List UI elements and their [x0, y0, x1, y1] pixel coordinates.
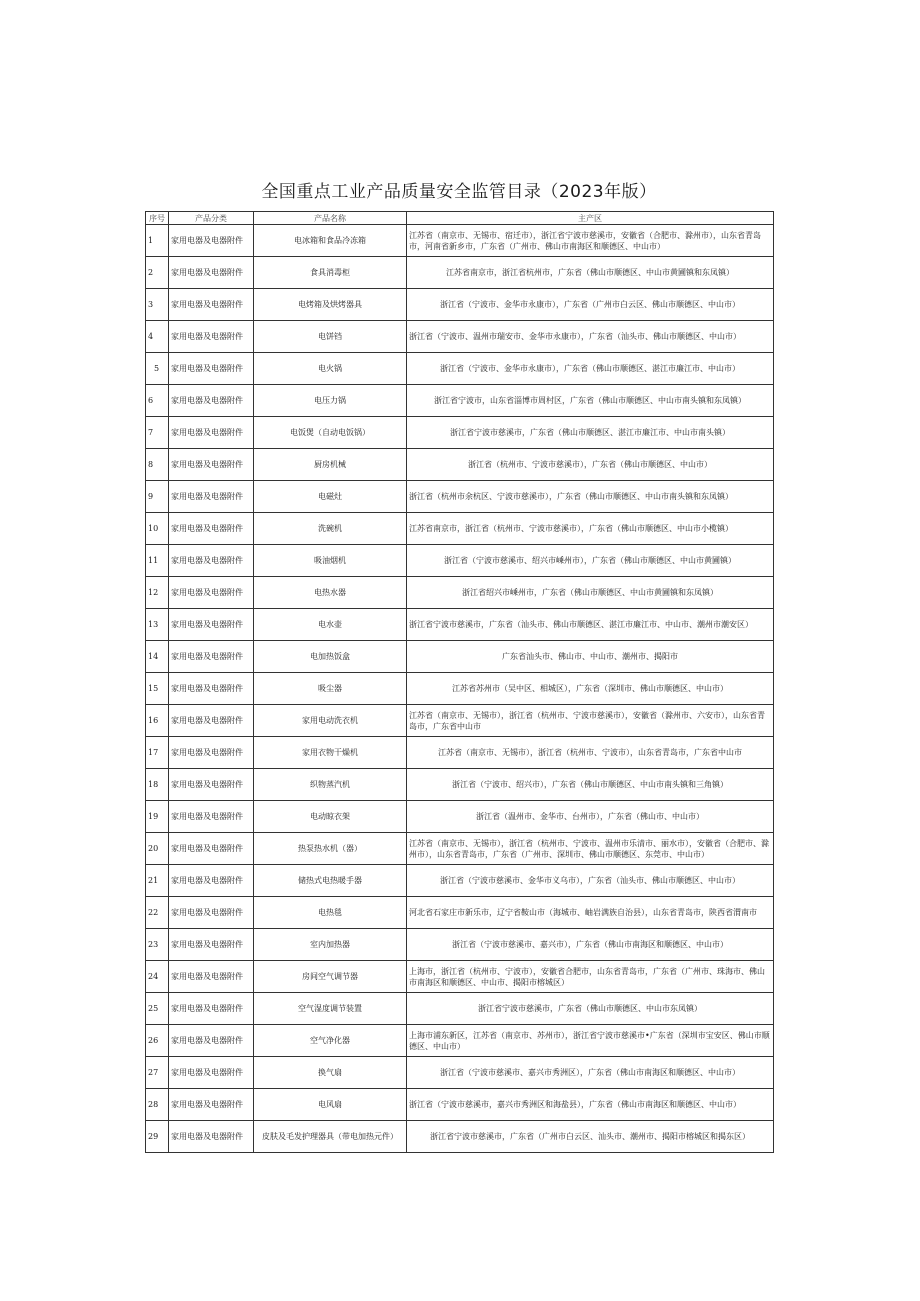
row-number: 4: [146, 321, 169, 353]
row-production-area: 江苏省（南京市、无锡市），浙江省（杭州市、宁波市、温州市乐清市、丽水市），安徽省（合肥市、滁州市），山东省青岛市，广东省（广州市、深圳市、佛山市顺德区、东莞市、中山市）: [407, 833, 774, 865]
row-product-name: 洗碗机: [254, 513, 407, 545]
table-row: [146, 833, 774, 865]
row-category: 家用电器及电器附件: [169, 417, 254, 449]
row-category: 家用电器及电器附件: [169, 801, 254, 833]
table-row: [146, 1057, 774, 1089]
table-row: [146, 705, 774, 737]
row-production-area: 浙江省（宁波市慈溪市、嘉兴市秀洲区），广东省（佛山市南海区和顺德区、中山市）: [407, 1057, 774, 1089]
table-row: [146, 385, 774, 417]
row-production-area: 浙江省宁波市慈溪市，广东省（佛山市顺德区、湛江市廉江市、中山市南头镇）: [407, 417, 774, 449]
row-number: 25: [146, 993, 169, 1025]
table-row: [146, 353, 774, 385]
row-category: 家用电器及电器附件: [169, 545, 254, 577]
table-row: [146, 481, 774, 513]
row-number: 6: [146, 385, 169, 417]
row-category: 家用电器及电器附件: [169, 865, 254, 897]
row-product-name: 空气湿度调节装置: [254, 993, 407, 1025]
row-production-area: 江苏省（南京市、无锡市、宿迁市），浙江省宁波市慈溪市，安徽省（合肥市、滁州市），山东省青岛市，河南省新乡市，广东省（广州市、佛山市南海区和顺德区、中山市）: [407, 225, 774, 257]
row-product-name: 吸油烟机: [254, 545, 407, 577]
row-product-name: 换气扇: [254, 1057, 407, 1089]
table-row: [146, 545, 774, 577]
row-production-area: 江苏省苏州市（吴中区、相城区），广东省（深圳市、佛山市顺德区、中山市）: [407, 673, 774, 705]
table-row: [146, 801, 774, 833]
row-production-area: 浙江省（宁波市慈溪市、金华市义乌市），广东省（汕头市、佛山市顺德区、中山市）: [407, 865, 774, 897]
row-production-area: 上海市，浙江省（杭州市、宁波市），安徽省合肥市，山东省青岛市，广东省（广州市、珠海市、佛山市南海区和顺德区、中山市、揭阳市榕城区）: [407, 961, 774, 993]
header-no: 序号: [146, 212, 169, 225]
table-row: [146, 865, 774, 897]
row-product-name: 家用衣物干燥机: [254, 737, 407, 769]
row-production-area: 江苏省（南京市、无锡市），浙江省（杭州市、宁波市慈溪市），安徽省（滁州市、六安市），山东省青岛市，广东省中山市: [407, 705, 774, 737]
row-number: 29: [146, 1121, 169, 1153]
row-product-name: 电动晾衣架: [254, 801, 407, 833]
row-product-name: 电饼铛: [254, 321, 407, 353]
table-row: [146, 961, 774, 993]
row-production-area: 浙江省绍兴市嵊州市，广东省（佛山市顺德区、中山市黄圃镇和东凤镇）: [407, 577, 774, 609]
row-category: 家用电器及电器附件: [169, 1089, 254, 1121]
row-category: 家用电器及电器附件: [169, 705, 254, 737]
row-category: 家用电器及电器附件: [169, 737, 254, 769]
table-row: [146, 225, 774, 257]
row-category: 家用电器及电器附件: [169, 225, 254, 257]
row-number: 21: [146, 865, 169, 897]
row-number: 13: [146, 609, 169, 641]
row-category: 家用电器及电器附件: [169, 833, 254, 865]
row-number: 5: [146, 353, 169, 385]
table-row: [146, 641, 774, 673]
row-number: 28: [146, 1089, 169, 1121]
table-row: [146, 449, 774, 481]
row-category: 家用电器及电器附件: [169, 1025, 254, 1057]
row-product-name: 热泵热水机（器）: [254, 833, 407, 865]
row-production-area: 浙江省（宁波市、绍兴市），广东省（佛山市顺德区、中山市南头镇和三角镇）: [407, 769, 774, 801]
row-product-name: 电加热饭盒: [254, 641, 407, 673]
row-product-name: 空气净化器: [254, 1025, 407, 1057]
row-production-area: 河北省石家庄市新乐市，辽宁省鞍山市（海城市、岫岩满族自治县），山东省青岛市，陕西省渭南市: [407, 897, 774, 929]
row-number: 19: [146, 801, 169, 833]
row-product-name: 电冰箱和食品冷冻箱: [254, 225, 407, 257]
row-number: 22: [146, 897, 169, 929]
row-production-area: 浙江省（宁波市、温州市瑞安市、金华市永康市），广东省（汕头市、佛山市顺德区、中山市）: [407, 321, 774, 353]
row-category: 家用电器及电器附件: [169, 769, 254, 801]
row-number: 15: [146, 673, 169, 705]
table-row: [146, 993, 774, 1025]
row-number: 23: [146, 929, 169, 961]
row-category: 家用电器及电器附件: [169, 897, 254, 929]
row-number: 18: [146, 769, 169, 801]
row-production-area: 浙江省宁波市慈溪市，广东省（汕头市、佛山市顺德区、湛江市廉江市、中山市、潮州市潮安区）: [407, 609, 774, 641]
table-body: [146, 225, 774, 1153]
row-category: 家用电器及电器附件: [169, 1057, 254, 1089]
row-production-area: 浙江省（宁波市、金华市永康市），广东省（佛山市顺德区、湛江市廉江市、中山市）: [407, 353, 774, 385]
table-row: [146, 1089, 774, 1121]
row-category: 家用电器及电器附件: [169, 321, 254, 353]
table-row: [146, 577, 774, 609]
table-row: [146, 417, 774, 449]
row-number: 16: [146, 705, 169, 737]
table-row: [146, 1121, 774, 1153]
row-production-area: 浙江省宁波市慈溪市，广东省（广州市白云区、汕头市、潮州市、揭阳市榕城区和揭东区）: [407, 1121, 774, 1153]
table-row: [146, 513, 774, 545]
row-category: 家用电器及电器附件: [169, 449, 254, 481]
row-category: 家用电器及电器附件: [169, 385, 254, 417]
row-production-area: 浙江省（宁波市、金华市永康市），广东省（广州市白云区、佛山市顺德区、中山市）: [407, 289, 774, 321]
row-number: 26: [146, 1025, 169, 1057]
document-title: 全国重点工业产品质量安全监管目录（2023年版）: [261, 182, 657, 202]
row-category: 家用电器及电器附件: [169, 513, 254, 545]
row-number: 11: [146, 545, 169, 577]
header-category: 产品分类: [169, 212, 254, 225]
row-production-area: 浙江省宁波市，山东省淄博市周村区，广东省（佛山市顺德区、中山市南头镇和东凤镇）: [407, 385, 774, 417]
row-number: 27: [146, 1057, 169, 1089]
table-row: [146, 257, 774, 289]
row-product-name: 皮肤及毛发护理器具（带电加热元件）: [254, 1121, 407, 1153]
row-category: 家用电器及电器附件: [169, 353, 254, 385]
row-number: 1: [146, 225, 169, 257]
row-product-name: 室内加热器: [254, 929, 407, 961]
catalog-table: [145, 211, 774, 1153]
row-product-name: 食具消毒柜: [254, 257, 407, 289]
row-production-area: 浙江省（杭州市、宁波市慈溪市），广东省（佛山市顺德区、中山市）: [407, 449, 774, 481]
row-product-name: 吸尘器: [254, 673, 407, 705]
row-production-area: 江苏省（南京市、无锡市），浙江省（杭州市、宁波市），山东省青岛市，广东省中山市: [407, 737, 774, 769]
row-production-area: 浙江省（温州市、金华市、台州市），广东省（佛山市、中山市）: [407, 801, 774, 833]
row-category: 家用电器及电器附件: [169, 257, 254, 289]
row-number: 9: [146, 481, 169, 513]
row-product-name: 电饭煲（自动电饭锅）: [254, 417, 407, 449]
row-product-name: 织物蒸汽机: [254, 769, 407, 801]
table-row: [146, 321, 774, 353]
row-category: 家用电器及电器附件: [169, 673, 254, 705]
row-number: 17: [146, 737, 169, 769]
row-number: 3: [146, 289, 169, 321]
row-product-name: 电风扇: [254, 1089, 407, 1121]
row-production-area: 上海市浦东新区，江苏省（南京市、苏州市），浙江省宁波市慈溪市•广东省（深圳市宝安区、佛山市顺德区、中山市）: [407, 1025, 774, 1057]
table-row: [146, 897, 774, 929]
row-category: 家用电器及电器附件: [169, 993, 254, 1025]
row-production-area: 江苏省南京市，浙江省杭州市，广东省（佛山市顺德区、中山市黄圃镇和东凤镇）: [407, 257, 774, 289]
row-production-area: 广东省汕头市、佛山市、中山市、潮州市、揭阳市: [407, 641, 774, 673]
row-product-name: 电热水器: [254, 577, 407, 609]
row-number: 2: [146, 257, 169, 289]
row-product-name: 厨房机械: [254, 449, 407, 481]
row-number: 20: [146, 833, 169, 865]
row-category: 家用电器及电器附件: [169, 577, 254, 609]
table-row: [146, 737, 774, 769]
row-number: 10: [146, 513, 169, 545]
row-product-name: 电水壶: [254, 609, 407, 641]
table-row: [146, 673, 774, 705]
row-number: 24: [146, 961, 169, 993]
row-product-name: 房间空气调节器: [254, 961, 407, 993]
row-number: 14: [146, 641, 169, 673]
header-name: 产品名称: [254, 212, 407, 225]
table-row: [146, 1025, 774, 1057]
row-number: 12: [146, 577, 169, 609]
row-number: 7: [146, 417, 169, 449]
row-category: 家用电器及电器附件: [169, 929, 254, 961]
row-product-name: 电火锅: [254, 353, 407, 385]
row-category: 家用电器及电器附件: [169, 481, 254, 513]
row-category: 家用电器及电器附件: [169, 961, 254, 993]
row-category: 家用电器及电器附件: [169, 1121, 254, 1153]
row-production-area: 浙江省（宁波市慈溪市、绍兴市嵊州市），广东省（佛山市顺德区、中山市黄圃镇）: [407, 545, 774, 577]
row-category: 家用电器及电器附件: [169, 641, 254, 673]
row-production-area: 浙江省宁波市慈溪市，广东省（佛山市顺德区、中山市东凤镇）: [407, 993, 774, 1025]
row-product-name: 家用电动洗衣机: [254, 705, 407, 737]
row-product-name: 电烤箱及烘烤器具: [254, 289, 407, 321]
row-number: 8: [146, 449, 169, 481]
row-production-area: 江苏省南京市，浙江省（杭州市、宁波市慈溪市），广东省（佛山市顺德区、中山市小榄镇）: [407, 513, 774, 545]
row-product-name: 电热毯: [254, 897, 407, 929]
row-product-name: 电磁灶: [254, 481, 407, 513]
table-row: [146, 769, 774, 801]
table-row: [146, 609, 774, 641]
header-area: 主产区: [407, 212, 774, 225]
table-row: [146, 929, 774, 961]
row-production-area: 浙江省（宁波市慈溪市、嘉兴市），广东省（佛山市南海区和顺德区、中山市）: [407, 929, 774, 961]
table-row: [146, 289, 774, 321]
row-production-area: 浙江省（宁波市慈溪市，嘉兴市秀洲区和海盐县），广东省（佛山市南海区和顺德区、中山市）: [407, 1089, 774, 1121]
row-category: 家用电器及电器附件: [169, 289, 254, 321]
row-category: 家用电器及电器附件: [169, 609, 254, 641]
row-production-area: 浙江省（杭州市余杭区、宁波市慈溪市），广东省（佛山市顺德区、中山市南头镇和东凤镇）: [407, 481, 774, 513]
row-product-name: 储热式电热暖手器: [254, 865, 407, 897]
table-header-row: [146, 212, 774, 225]
row-product-name: 电压力锅: [254, 385, 407, 417]
